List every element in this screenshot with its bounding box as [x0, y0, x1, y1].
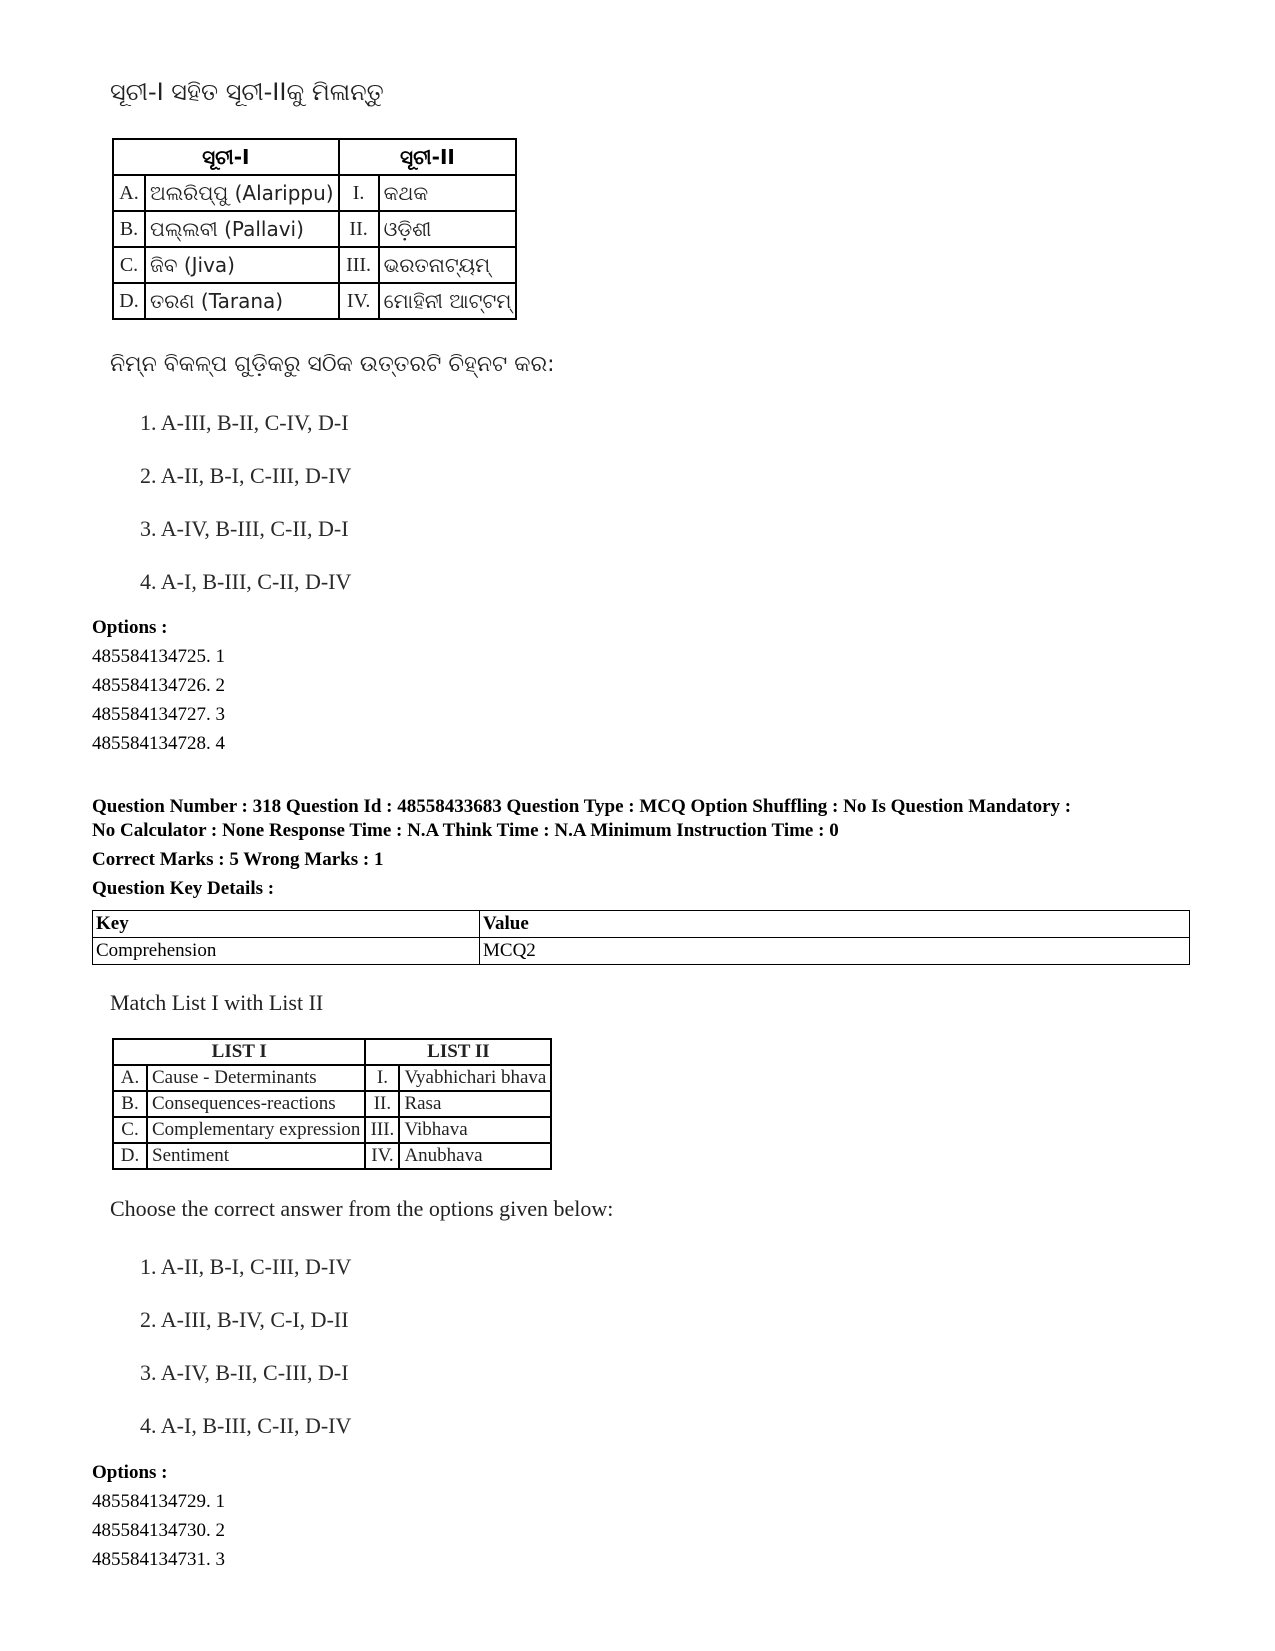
- option-id: 485584134731. 3: [92, 1549, 225, 1570]
- table-row: [113, 283, 516, 319]
- row-label: I.: [365, 1065, 399, 1091]
- row-label: A.: [113, 1065, 147, 1091]
- table-row: [113, 247, 516, 283]
- list1-item: Cause - Determinants: [147, 1065, 365, 1091]
- list1-item: ପଲ୍ଲବୀ (Pallavi): [145, 211, 339, 247]
- option-id: 485584134726. 2: [92, 675, 225, 696]
- answer-choice: 1. A-III, B-II, C-IV, D-I: [140, 410, 349, 435]
- answer-choice: 4. A-I, B-III, C-II, D-IV: [140, 1413, 352, 1438]
- key-details-label: Question Key Details :: [92, 878, 275, 899]
- row-label: A.: [113, 175, 145, 211]
- row-label: IV.: [339, 283, 379, 319]
- question-instruction: ନିମ୍ନ ବିକଳ୍ପ ଗୁଡ଼ିକରୁ ସଠିକ ଉତ୍ତରଟି ଚିହ୍ନଟ କର:: [110, 352, 555, 377]
- table-row: [93, 938, 1190, 965]
- table-row: [113, 1117, 551, 1143]
- value-cell: MCQ2: [480, 938, 1190, 965]
- row-label: C.: [113, 247, 145, 283]
- value-header: Value: [480, 911, 1190, 938]
- list1-item: Sentiment: [147, 1143, 365, 1169]
- list2-item: କଥକ: [379, 175, 517, 211]
- table-row: [113, 1065, 551, 1091]
- match-table: [112, 138, 517, 320]
- list2-item: Rasa: [399, 1091, 551, 1117]
- list2-header: LIST II: [365, 1039, 551, 1065]
- table-row: [113, 1143, 551, 1169]
- row-label: I.: [339, 175, 379, 211]
- list2-item: ଭରତନାଟ୍ୟମ୍: [379, 247, 517, 283]
- question-heading: ସୂଚୀ-I ସହିତ ସୂଚୀ-IIକୁ ମିଳାନ୍ତୁ: [110, 78, 384, 106]
- question-instruction: Choose the correct answer from the options given below:: [110, 1196, 614, 1221]
- question-meta: Question Number : 318 Question Id : 48558433683 Question Type : MCQ Option Shuffling : No Is Question Mandatory :: [92, 796, 1072, 817]
- option-id: 485584134729. 1: [92, 1491, 225, 1512]
- row-label: B.: [113, 1091, 147, 1117]
- option-id: 485584134725. 1: [92, 646, 225, 667]
- row-label: II.: [365, 1091, 399, 1117]
- row-label: III.: [339, 247, 379, 283]
- list1-header: LIST I: [113, 1039, 365, 1065]
- row-label: III.: [365, 1117, 399, 1143]
- table-row: [113, 211, 516, 247]
- row-label: II.: [339, 211, 379, 247]
- option-id: 485584134727. 3: [92, 704, 225, 725]
- list1-item: Complementary expression: [147, 1117, 365, 1143]
- key-header: Key: [93, 911, 480, 938]
- question-heading: Match List I with List II: [110, 990, 324, 1015]
- list2-item: Anubhava: [399, 1143, 551, 1169]
- list1-item: Consequences-reactions: [147, 1091, 365, 1117]
- row-label: IV.: [365, 1143, 399, 1169]
- answer-choice: 3. A-IV, B-III, C-II, D-I: [140, 516, 349, 541]
- answer-choice: 4. A-I, B-III, C-II, D-IV: [140, 569, 352, 594]
- list2-item: ଓଡ଼ିଶୀ: [379, 211, 517, 247]
- list2-header: ସୂଚୀ-II: [339, 139, 517, 175]
- key-cell: Comprehension: [93, 938, 480, 965]
- list1-item: ଅଲରିପ୍ପୁ (Alarippu): [145, 175, 339, 211]
- question-meta: No Calculator : None Response Time : N.A Think Time : N.A Minimum Instruction Time : 0: [92, 820, 839, 841]
- answer-choice: 1. A-II, B-I, C-III, D-IV: [140, 1254, 352, 1279]
- list1-header: ସୂଚୀ-I: [113, 139, 339, 175]
- key-details-table: [92, 910, 1190, 965]
- list1-item: ତରଣ (Tarana): [145, 283, 339, 319]
- list2-item: ମୋହିନୀ ଆଟ୍ଟମ୍: [379, 283, 517, 319]
- options-label: Options :: [92, 1462, 168, 1483]
- list1-item: ଜିବ (Jiva): [145, 247, 339, 283]
- list2-item: Vyabhichari bhava: [399, 1065, 551, 1091]
- table-row: [113, 1091, 551, 1117]
- row-label: B.: [113, 211, 145, 247]
- row-label: D.: [113, 1143, 147, 1169]
- match-table: [112, 1038, 552, 1170]
- row-label: C.: [113, 1117, 147, 1143]
- option-id: 485584134728. 4: [92, 733, 225, 754]
- list2-item: Vibhava: [399, 1117, 551, 1143]
- options-label: Options :: [92, 617, 168, 638]
- answer-choice: 2. A-III, B-IV, C-I, D-II: [140, 1307, 349, 1332]
- answer-choice: 2. A-II, B-I, C-III, D-IV: [140, 463, 352, 488]
- table-row: [113, 175, 516, 211]
- option-id: 485584134730. 2: [92, 1520, 225, 1541]
- marks-line: Correct Marks : 5 Wrong Marks : 1: [92, 849, 384, 870]
- answer-choice: 3. A-IV, B-II, C-III, D-I: [140, 1360, 349, 1385]
- row-label: D.: [113, 283, 145, 319]
